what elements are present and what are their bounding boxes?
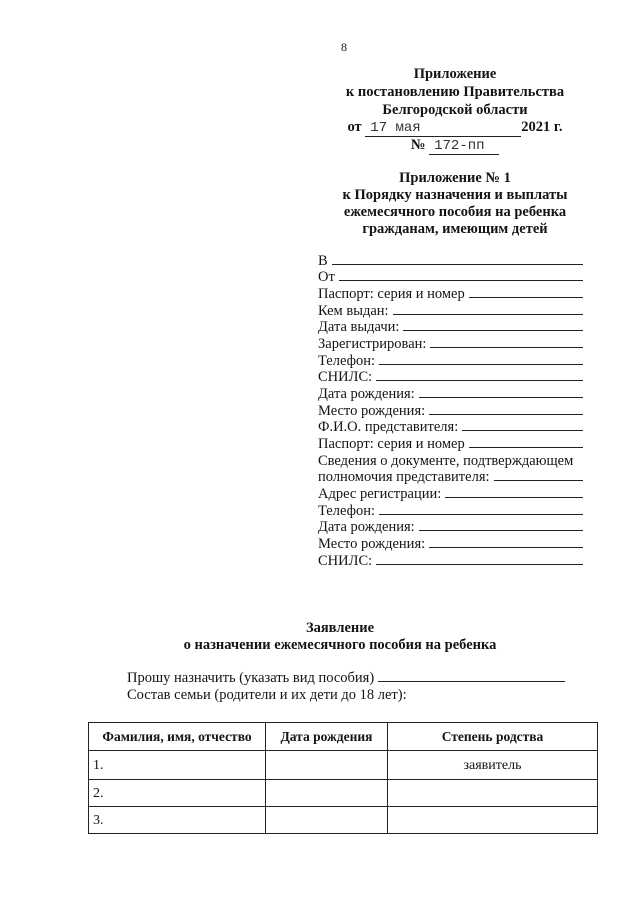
date-suffix: 2021 г.: [521, 119, 563, 136]
field-snils: [318, 369, 583, 386]
field-label: Зарегистрирован:: [318, 335, 427, 352]
field-from: [318, 269, 583, 286]
field-representative-snils: [318, 553, 583, 570]
field-registered: [318, 336, 583, 353]
blank-line: [419, 520, 583, 531]
appendix-line: ежемесячного пособия на ребенка: [343, 203, 567, 220]
blank-line: [379, 504, 583, 515]
number-prefix: №: [410, 137, 426, 154]
field-label: Телефон:: [318, 502, 376, 519]
field-label: Дата выдачи:: [318, 319, 400, 336]
cell-relationship: заявитель: [388, 751, 598, 780]
appendix-title: Приложение № 1: [399, 169, 511, 186]
date-prefix: от: [347, 119, 362, 136]
field-birth-place: [318, 403, 583, 420]
blank-line: [339, 270, 583, 281]
field-phone: [318, 353, 583, 370]
field-label: Место рождения:: [318, 402, 426, 419]
cell-birth-date: [266, 780, 388, 807]
blank-line: [403, 320, 583, 331]
statement-subtitle: о назначении ежемесячного пособия на ребенка: [183, 636, 497, 653]
statement-title: Заявление: [305, 619, 375, 636]
header-title: Приложение: [413, 66, 497, 82]
field-label: Адрес регистрации:: [318, 485, 442, 502]
cell-relationship: [388, 780, 598, 807]
blank-line: [445, 487, 583, 498]
field-passport: [318, 286, 583, 303]
table-row: [89, 751, 598, 780]
family-label: Состав семьи (родители и их дети до 18 лет):: [127, 686, 407, 703]
cell-full-name: 2.: [89, 780, 266, 807]
family-table: [88, 722, 598, 834]
appendix-header: [340, 170, 570, 238]
field-birth-date: [318, 386, 583, 403]
blank-line: [462, 420, 583, 431]
header-birth-date: Дата рождения: [266, 723, 388, 751]
field-label: Сведения о документе, подтверждающем: [318, 452, 574, 469]
field-issued-by: [318, 303, 583, 320]
blank-line: [469, 437, 583, 448]
field-registration-address: [318, 486, 583, 503]
table-header-row: [89, 723, 598, 751]
blank-line: [419, 387, 583, 398]
field-label: СНИЛС:: [318, 552, 373, 569]
benefit-request-line: [127, 670, 565, 687]
blank-line: [430, 337, 583, 348]
field-label: Телефон:: [318, 352, 376, 369]
date-value: 17 мая: [365, 121, 521, 137]
statement-heading: [140, 620, 540, 654]
appendix-line: к Порядку назначения и выплаты: [342, 186, 568, 203]
field-representative-phone: [318, 503, 583, 520]
header-line-region: Белгородской области: [382, 101, 528, 118]
blank-line: [376, 554, 583, 565]
field-authority: [318, 469, 583, 486]
applicant-form: [318, 253, 583, 569]
field-label: Ф.И.О. представителя:: [318, 419, 459, 436]
header-full-name: Фамилия, имя, отчество: [89, 723, 266, 751]
resolution-number: [340, 137, 570, 155]
field-label: Место рождения:: [318, 535, 426, 552]
blank-line: [469, 287, 583, 298]
blank-line: [379, 354, 583, 365]
blank-line: [376, 370, 583, 381]
field-to: [318, 253, 583, 270]
table-row: [89, 780, 598, 807]
field-representative-name: [318, 419, 583, 436]
blank-line: [378, 671, 565, 682]
field-label: В: [318, 252, 328, 269]
resolution-header: [340, 66, 570, 155]
field-representative-birth-date: [318, 519, 583, 536]
field-label: От: [318, 269, 335, 286]
field-label: Паспорт: серия и номер: [318, 286, 465, 302]
field-document-info: [318, 453, 583, 470]
field-representative-birth-place: [318, 536, 583, 553]
field-label: СНИЛС:: [318, 369, 373, 386]
blank-line: [494, 470, 583, 481]
field-label: Кем выдан:: [318, 302, 389, 319]
blank-line: [429, 537, 583, 548]
table-row: [89, 807, 598, 834]
blank-line: [429, 404, 583, 415]
request-label: Прошу назначить (указать вид пособия): [127, 669, 375, 686]
resolution-date: [340, 119, 570, 137]
field-issue-date: [318, 319, 583, 336]
cell-birth-date: [266, 807, 388, 834]
blank-line: [393, 304, 583, 315]
header-line-resolution: к постановлению Правительства: [345, 83, 565, 100]
cell-full-name: 3.: [89, 807, 266, 834]
cell-birth-date: [266, 751, 388, 780]
appendix-line: гражданам, имеющим детей: [362, 220, 548, 237]
field-label: Паспорт: серия и номер: [318, 435, 465, 452]
page-number: 8: [341, 40, 347, 54]
field-label: полномочия представителя:: [318, 469, 490, 486]
cell-full-name: 1.: [89, 751, 266, 780]
field-representative-passport: [318, 436, 583, 453]
cell-relationship: [388, 807, 598, 834]
header-relationship: Степень родства: [388, 723, 598, 751]
blank-line: [332, 254, 583, 265]
family-composition-line: [127, 687, 565, 704]
field-label: Дата рождения:: [318, 519, 415, 536]
number-value: 172-пп: [429, 139, 499, 155]
field-label: Дата рождения:: [318, 385, 415, 402]
